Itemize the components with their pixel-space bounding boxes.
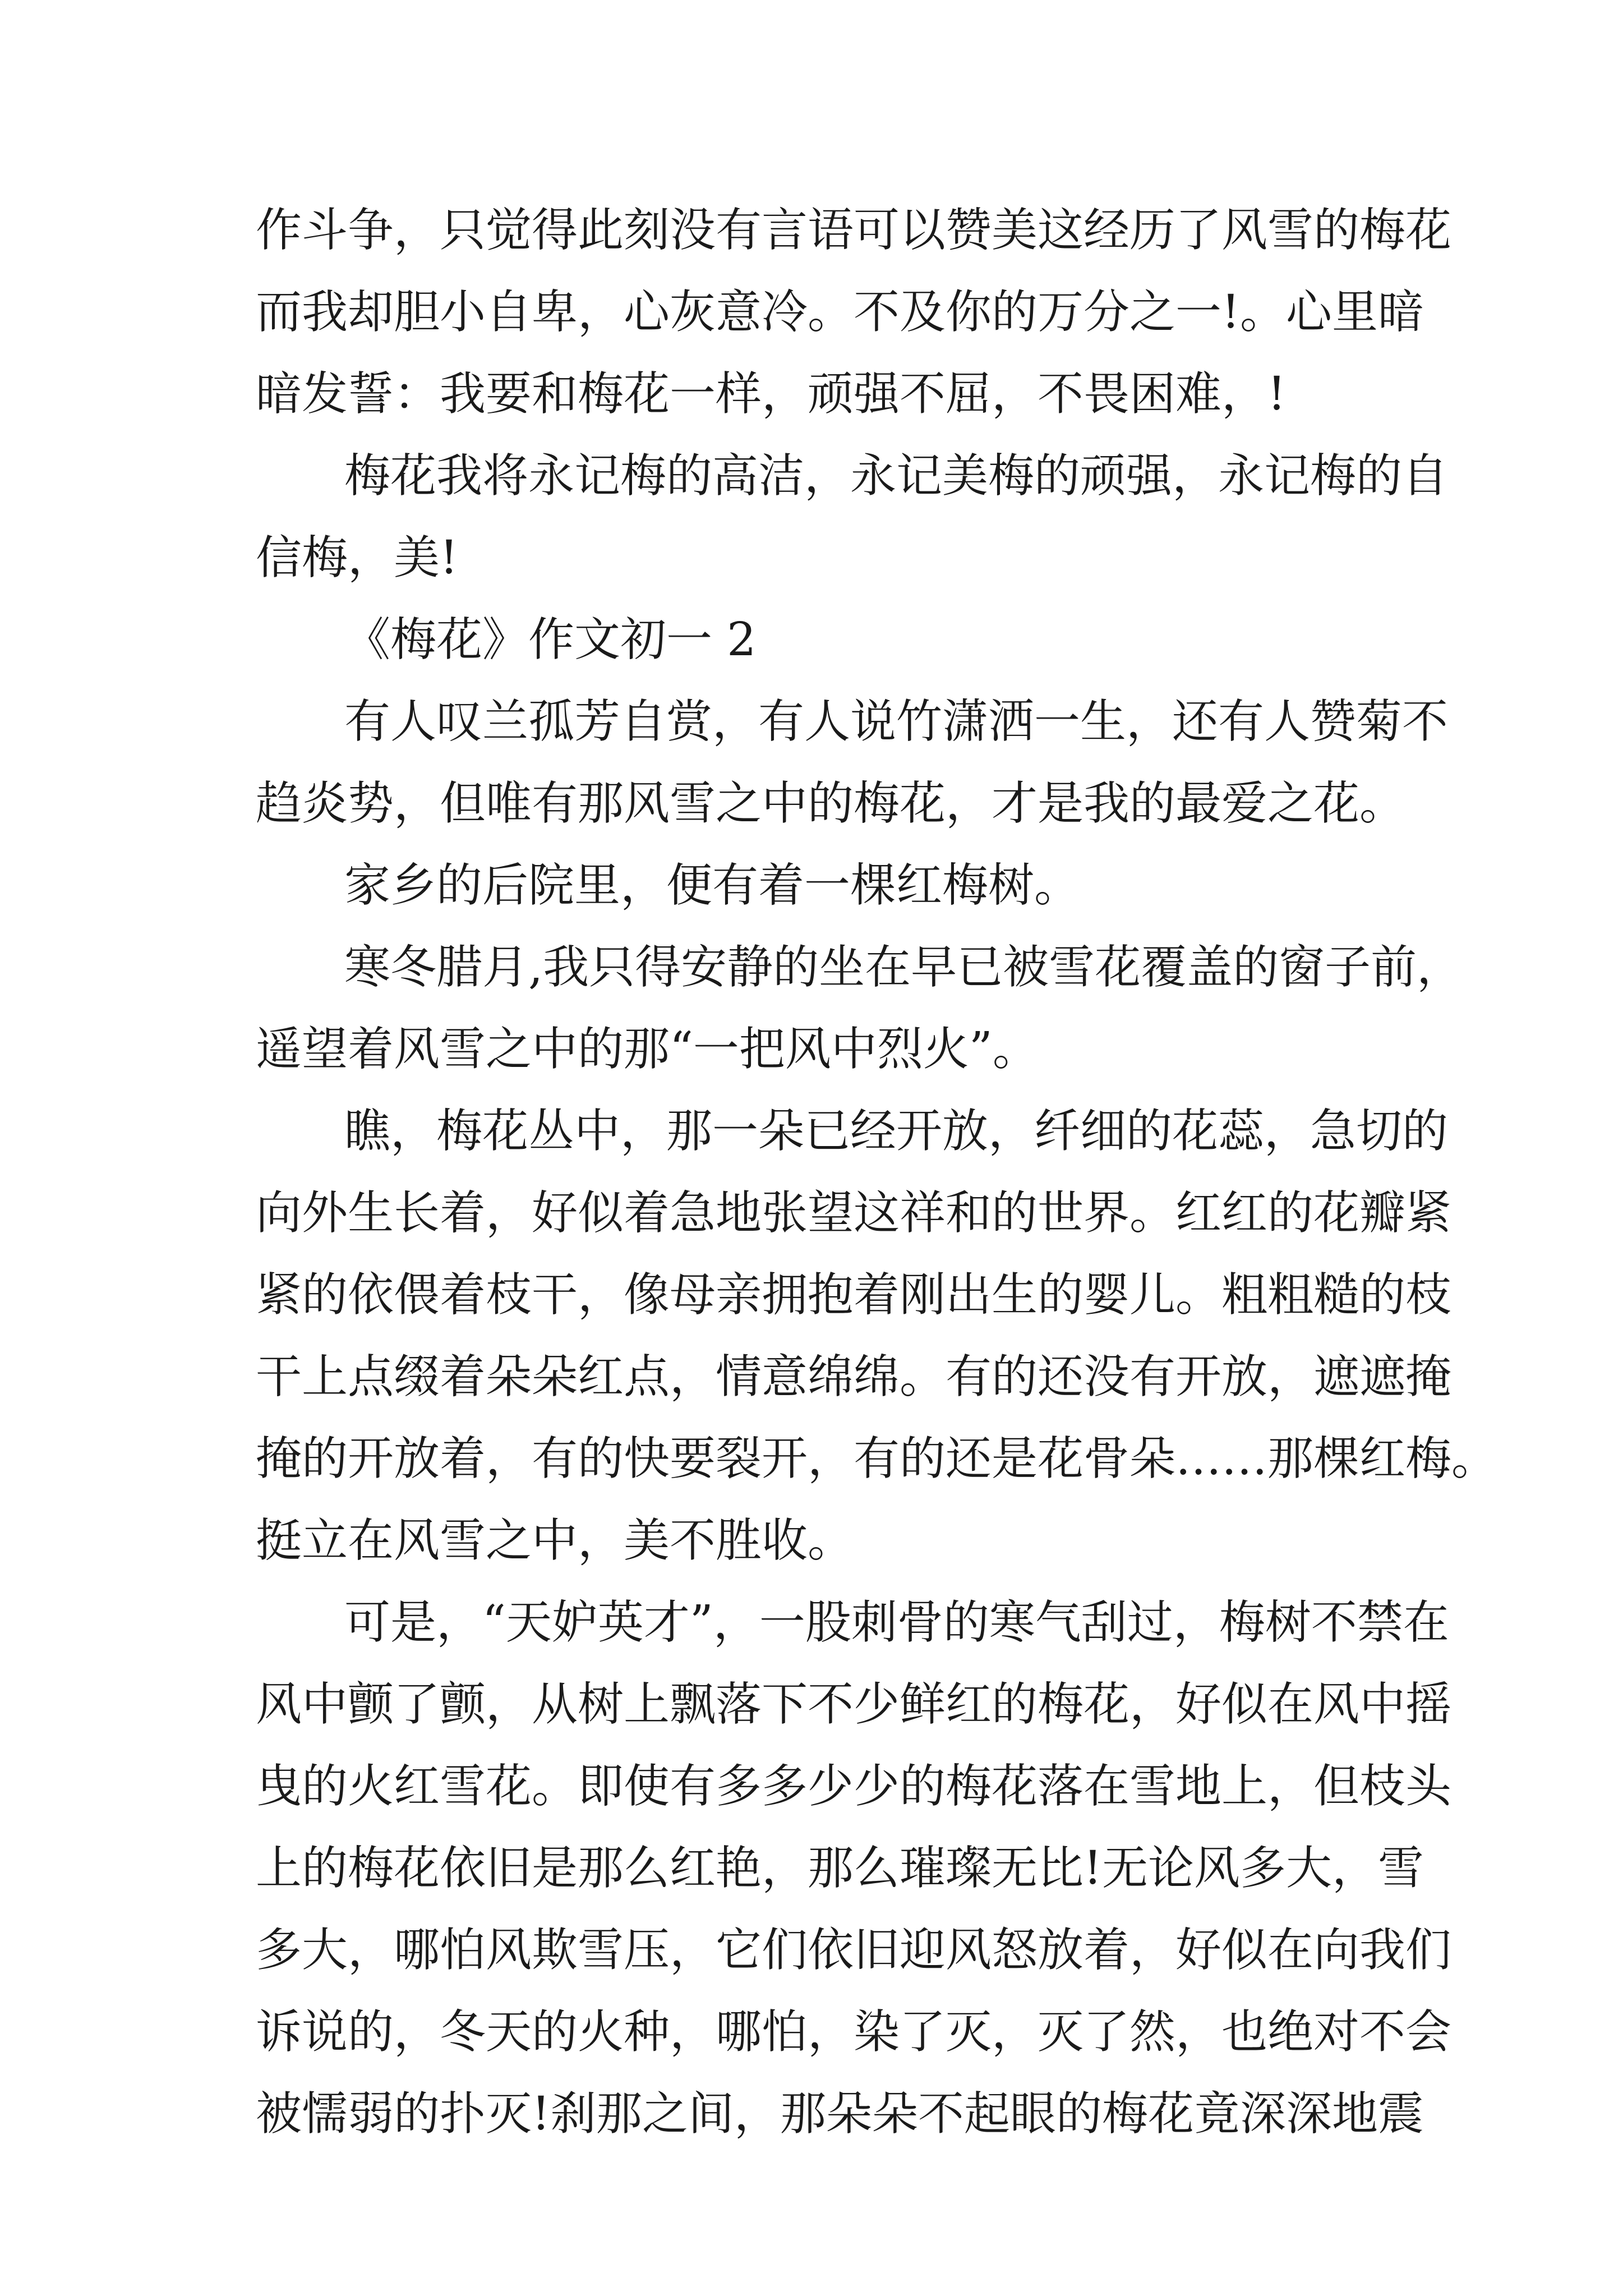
essay-body (256, 190, 1498, 2155)
paragraph-start-line: 寒冬腊月,我只得安静的坐在早已被雪花覆盖的窗子前， (344, 941, 1463, 994)
text-line: 而我却胆小自卑，心灰意冷。不及你的万分之一!。心里暗 (256, 286, 1424, 339)
paragraph-start-line: 可是，“天妒英才”，一股刺骨的寒气刮过，梅树不禁在 (344, 1596, 1449, 1649)
paragraph-start-line: 家乡的后院里，便有着一棵红梅树。 (344, 859, 1081, 912)
text-line: 掩的开放着，有的快要裂开，有的还是花骨朵……那棵红梅。 (256, 1432, 1498, 1485)
text-line: 向外生长着，好似着急地张望这祥和的世界。红红的花瓣紧 (256, 1186, 1452, 1240)
section-heading: 《梅花》作文初一 2 (344, 613, 757, 666)
text-line: 诉说的，冬天的火种，哪怕，染了灭，灭了然，也绝对不会 (256, 2005, 1452, 2059)
text-line: 信梅，美! (256, 531, 458, 585)
paragraph-start-line: 有人叹兰孤芳自赏，有人说竹潇洒一生，还有人赞菊不 (344, 695, 1449, 748)
text-line: 作斗争，只觉得此刻没有言语可以赞美这经历了风雪的梅花 (256, 204, 1452, 257)
text-line: 被懦弱的扑灭!刹那之间，那朵朵不起眼的梅花竟深深地震 (256, 2087, 1424, 2141)
text-line: 挺立在风雪之中，美不胜收。 (256, 1514, 854, 1567)
paragraph-start-line: 梅花我将永记梅的高洁，永记美梅的顽强，永记梅的自 (344, 449, 1449, 503)
text-line: 干上点缀着朵朵红点，情意绵绵。有的还没有开放，遮遮掩 (256, 1350, 1452, 1404)
text-line: 多大，哪怕风欺雪压，它们依旧迎风怒放着，好似在向我们 (256, 1924, 1452, 1977)
text-line: 趋炎势，但唯有那风雪之中的梅花，才是我的最爱之花。 (256, 777, 1406, 830)
text-line: 暗发誓：我要和梅花一样，顽强不屈，不畏困难，! (256, 367, 1286, 421)
text-line: 紧的依偎着枝干，像母亲拥抱着刚出生的婴儿。粗粗糙的枝 (256, 1268, 1452, 1322)
text-line: 上的梅花依旧是那么红艳，那么璀璨无比!无论风多大，雪 (256, 1842, 1424, 1895)
text-line: 风中颤了颤，从树上飘落下不少鲜红的梅花，好似在风中摇 (256, 1678, 1452, 1731)
paragraph-start-line: 瞧，梅花丛中，那一朵已经开放，纤细的花蕊，急切的 (344, 1105, 1449, 1158)
text-line: 曳的火红雪花。即使有多多少少的梅花落在雪地上，但枝头 (256, 1760, 1452, 1813)
text-line: 遥望着风雪之中的那“一把风中烈火”。 (256, 1023, 1039, 1076)
